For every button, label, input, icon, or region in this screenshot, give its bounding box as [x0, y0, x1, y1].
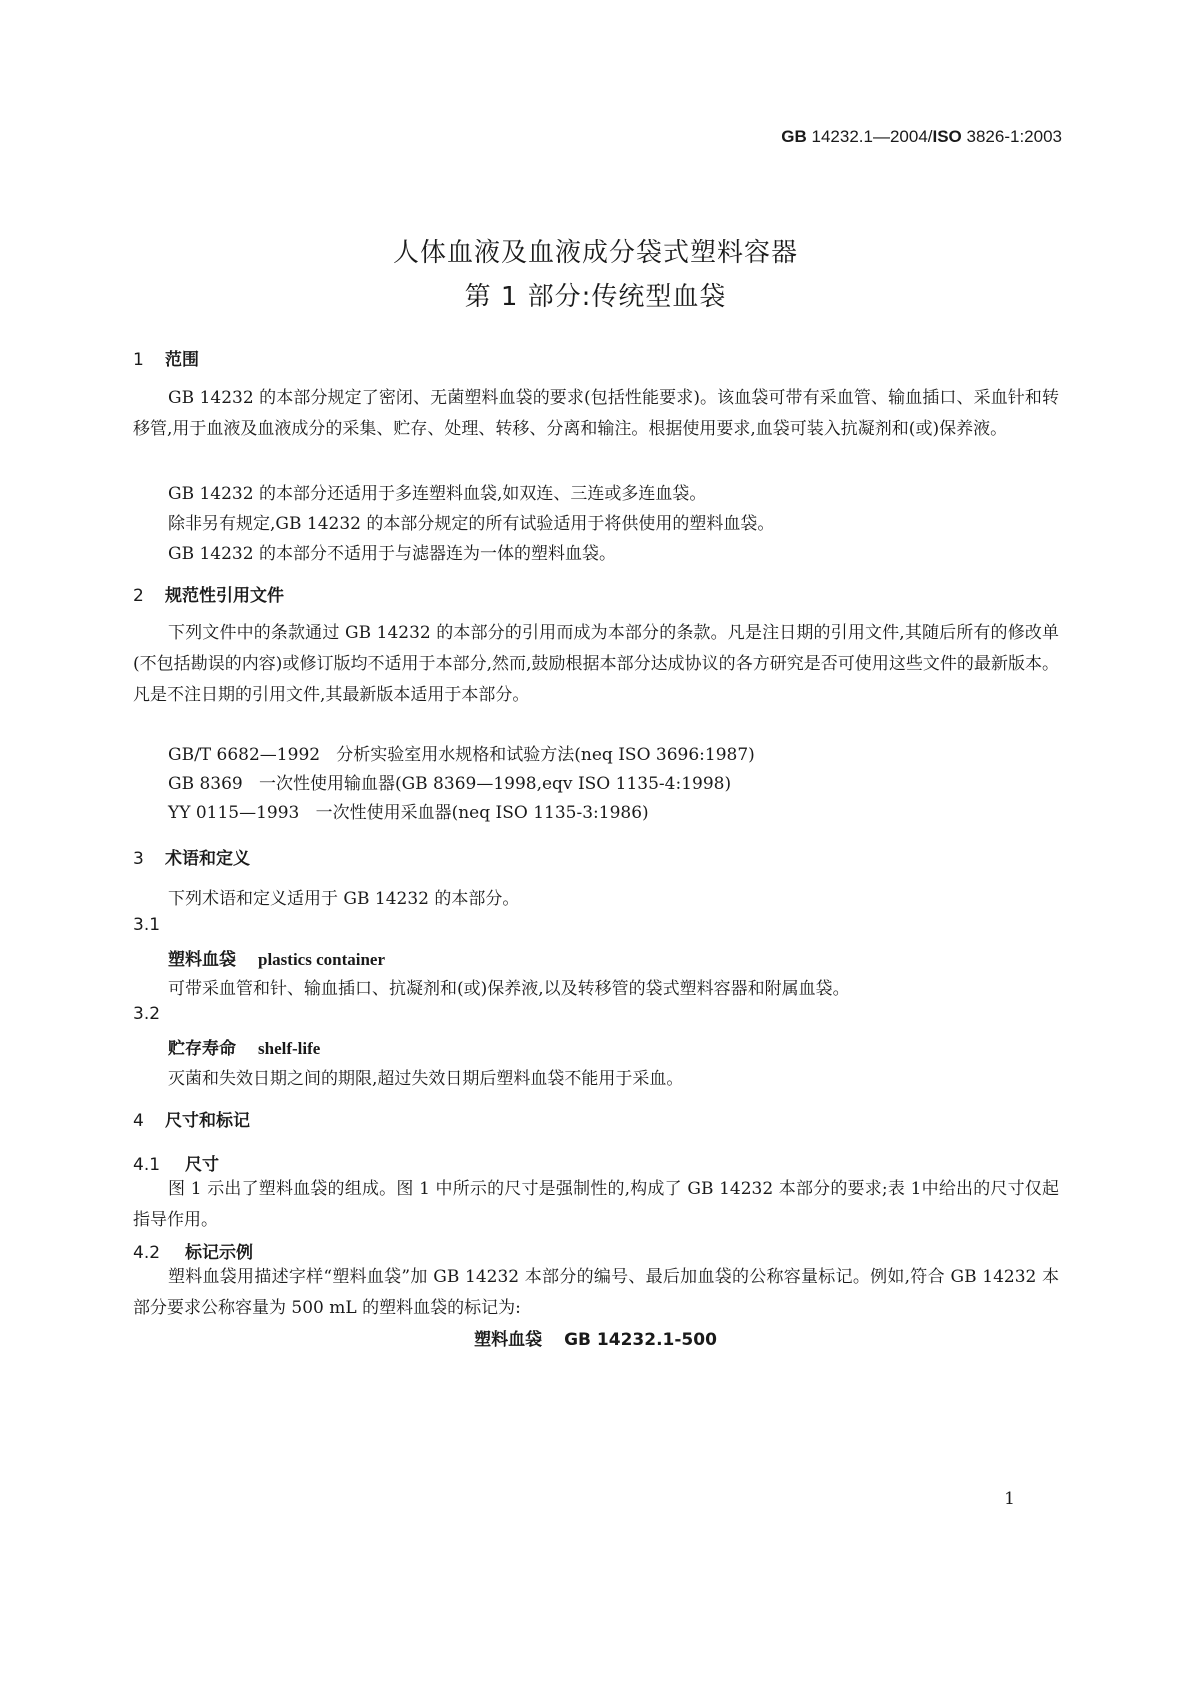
section-3-heading: 3 术语和定义	[133, 849, 250, 869]
section-1-paragraph-2: GB 14232 的本部分还适用于多连塑料血袋,如双连、三连或多连血袋。	[168, 484, 707, 504]
term-heading: 贮存寿命 shelf-life	[168, 1039, 321, 1059]
subsection-4-2-heading: 4.2 标记示例	[133, 1243, 253, 1263]
reference-item: GB 8369 一次性使用输血器(GB 8369—1998,eqv ISO 1135-4:1998)	[168, 774, 732, 794]
section-2-heading: 2 规范性引用文件	[133, 586, 284, 606]
subsection-4-2-paragraph: 塑料血袋用描述字样“塑料血袋”加 GB 14232 本部分的编号、最后加血袋的公称容量标记。例如,符合 GB 14232 本部分要求公称容量为 500 mL 的塑料血袋的标记为:	[133, 1267, 1059, 1318]
section-1-paragraph-4: GB 14232 的本部分不适用于与滤器连为一体的塑料血袋。	[168, 544, 616, 564]
reference-item: YY 0115—1993 一次性使用采血器(neq ISO 1135-3:1986)	[168, 803, 649, 823]
term-heading: 塑料血袋 plastics container	[168, 950, 386, 970]
section-2-paragraph: 下列文件中的条款通过 GB 14232 的本部分的引用而成为本部分的条款。凡是注日期的引用文件,其随后所有的修改单(不包括勘误的内容)或修订版均不适用于本部分,然而,鼓励根据本部分达成协议的各方研究是否可使用这些文件的最新版本。凡是不注日期的引用文件,其最新版本适用于本部分。	[133, 623, 1059, 705]
section-1-paragraph-3: 除非另有规定,GB 14232 的本部分规定的所有试验适用于将供使用的塑料血袋。	[168, 514, 775, 534]
section-1-paragraph-1: GB 14232 的本部分规定了密闭、无菌塑料血袋的要求(包括性能要求)。该血袋可带有采血管、输血插口、采血针和转移管,用于血液及血液成分的采集、贮存、处理、转移、分离和输注。根据使用要求,血袋可装入抗凝剂和(或)保养液。	[133, 388, 1059, 439]
page-number: 1	[1004, 1489, 1015, 1509]
reference-item: GB/T 6682—1992 分析实验室用水规格和试验方法(neq ISO 3696:1987)	[168, 745, 755, 765]
section-4-heading: 4 尺寸和标记	[133, 1111, 250, 1131]
section-1-heading: 1 范围	[133, 350, 199, 370]
term-definition: 可带采血管和针、输血插口、抗凝剂和(或)保养液,以及转移管的袋式塑料容器和附属血袋。	[168, 979, 850, 999]
term-number: 3.1	[133, 915, 161, 935]
document-title: 人体血液及血液成分袋式塑料容器	[392, 238, 798, 268]
document-subtitle: 第 1 部分:传统型血袋	[464, 282, 727, 312]
section-3-intro: 下列术语和定义适用于 GB 14232 的本部分。	[168, 889, 520, 909]
term-definition: 灭菌和失效日期之间的期限,超过失效日期后塑料血袋不能用于采血。	[168, 1069, 684, 1089]
subsection-4-1-heading: 4.1 尺寸	[133, 1155, 219, 1175]
marking-example: 塑料血袋 GB 14232.1-500	[474, 1330, 717, 1350]
term-number: 3.2	[133, 1004, 161, 1024]
subsection-4-1-paragraph: 图 1 示出了塑料血袋的组成。图 1 中所示的尺寸是强制性的,构成了 GB 14232 本部分的要求;表 1中给出的尺寸仅起指导作用。	[133, 1179, 1059, 1230]
standard-code: GB 14232.1—2004/ISO 3826-1:2003	[781, 127, 1062, 146]
